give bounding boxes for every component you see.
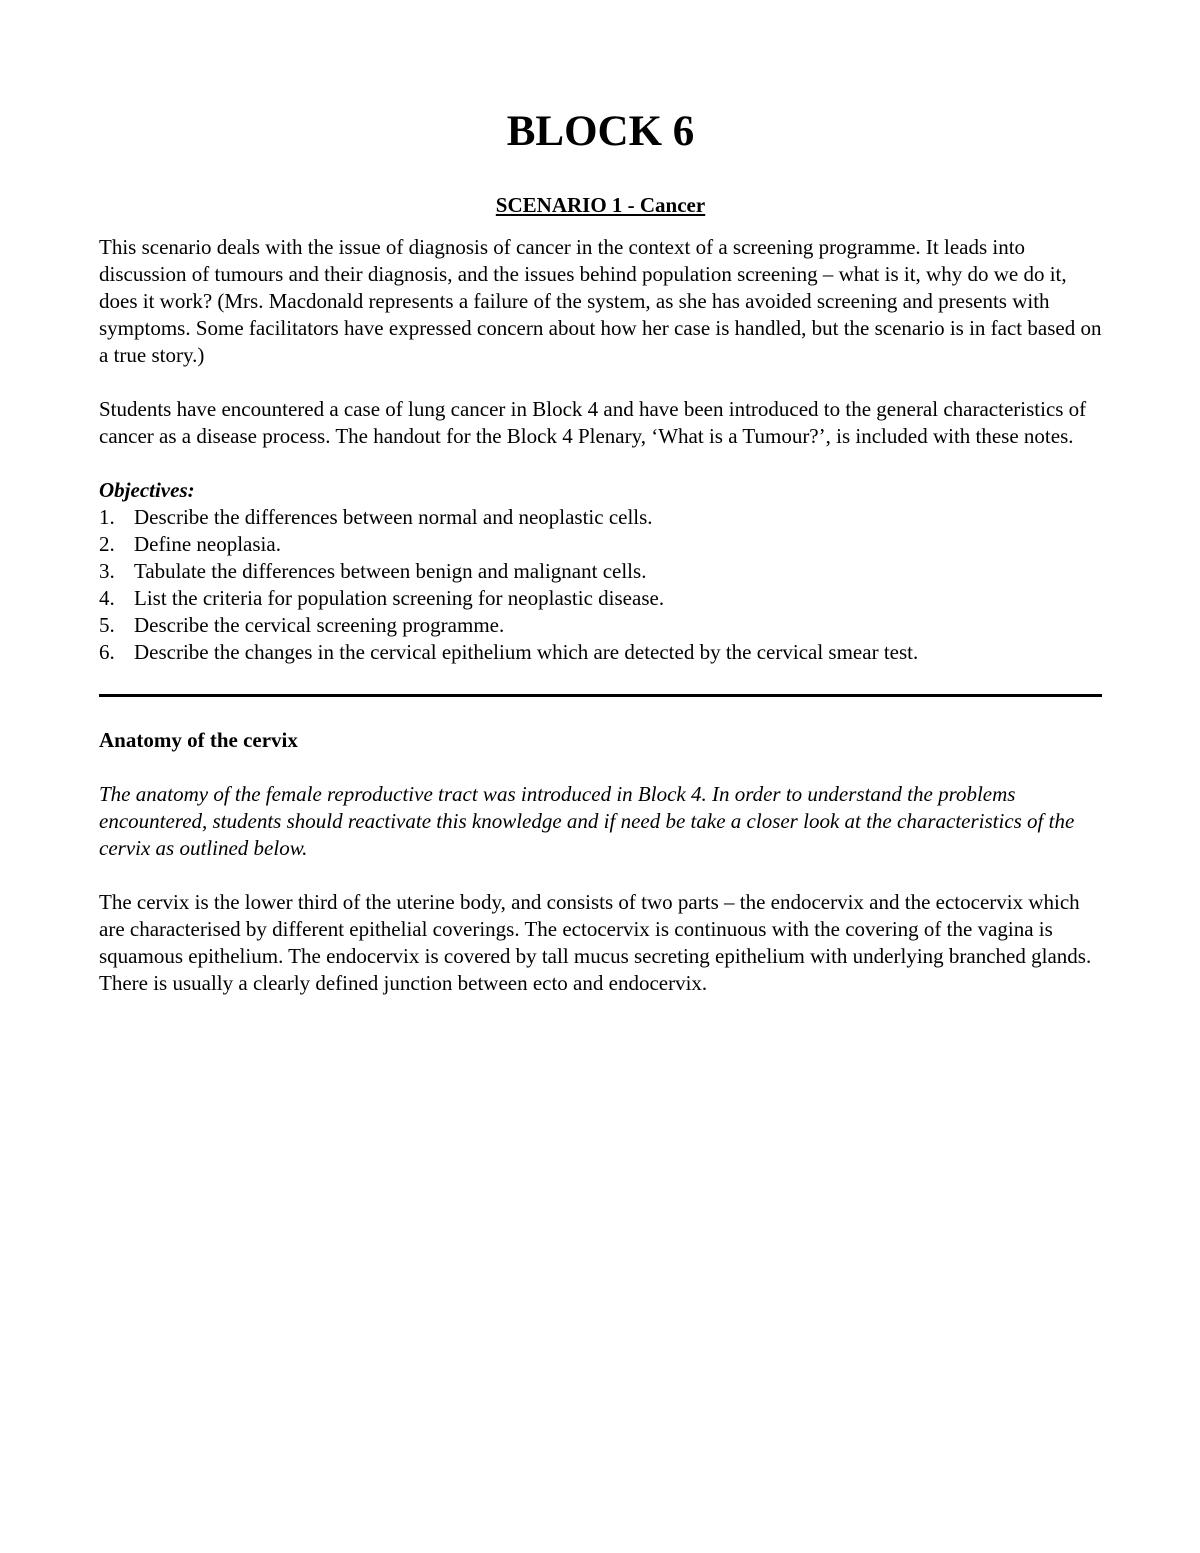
section-divider <box>99 694 1102 697</box>
students-background-paragraph: Students have encountered a case of lung cancer in Block 4 and have been introduced to the general characteristics of cancer as a disease process. The handout for the Block 4 Plenary, ‘What is a Tumour?’, is included with these notes. <box>99 397 1087 448</box>
objective-number: 6. <box>99 640 115 664</box>
objectives-heading-label: Objectives <box>99 478 188 502</box>
scenario-description-paragraph: This scenario deals with the issue of diagnosis of cancer in the context of a screening programme. It leads into discussion of tumours and their diagnosis, and the issues behind population screening – what is it, why do we do it, does it work? (Mrs. Macdonald represents a failure of the system, as she has avoided screening and presents with symptoms. Some facilitators have expressed concern about how her case is handled, but the scenario is in fact based on a true story.) <box>99 235 1102 367</box>
objective-item <box>99 558 1102 585</box>
objective-number: 1. <box>99 505 115 529</box>
section-heading: Anatomy of the cervix <box>99 728 298 752</box>
objectives-heading-colon: : <box>187 478 195 502</box>
objective-item <box>99 639 1102 666</box>
objective-text: List the criteria for population screening for neoplastic disease. <box>134 586 665 610</box>
cervix-description-paragraph: The cervix is the lower third of the uterine body, and consists of two parts – the endocervix and the ectocervix which are characterised by different epithelial coverings. The ectocervix is continuous with the covering of the vagina is squamous epithelium. The endocervix is covered by tall mucus secreting epithelium with underlying branched glands. There is usually a clearly defined junction between ecto and endocervix. <box>99 890 1092 995</box>
objective-item <box>99 612 1102 639</box>
objective-number: 3. <box>99 559 115 583</box>
objective-number: 5. <box>99 613 115 637</box>
objectives-heading <box>99 477 1102 504</box>
page-content <box>99 100 1102 997</box>
page-title: BLOCK 6 <box>506 108 695 155</box>
objective-item <box>99 504 1102 531</box>
objective-text: Describe the differences between normal and neoplastic cells. <box>134 505 653 529</box>
objective-text: Describe the changes in the cervical epithelium which are detected by the cervical smear test. <box>134 640 919 664</box>
scenario-title: SCENARIO 1 - Cancer <box>495 193 706 217</box>
objectives-list <box>99 504 1102 666</box>
objective-number: 2. <box>99 532 115 556</box>
anatomy-intro-paragraph: The anatomy of the female reproductive tract was introduced in Block 4. In order to understand the problems encountered, students should reactivate this knowledge and if need be take a closer look at the characteristics of the cervix as outlined below. <box>99 782 1075 860</box>
objective-text: Tabulate the differences between benign and malignant cells. <box>134 559 647 583</box>
objective-text: Define neoplasia. <box>134 532 281 556</box>
objective-item <box>99 531 1102 558</box>
objective-text: Describe the cervical screening programme. <box>134 613 505 637</box>
objective-item <box>99 585 1102 612</box>
objective-number: 4. <box>99 586 115 610</box>
